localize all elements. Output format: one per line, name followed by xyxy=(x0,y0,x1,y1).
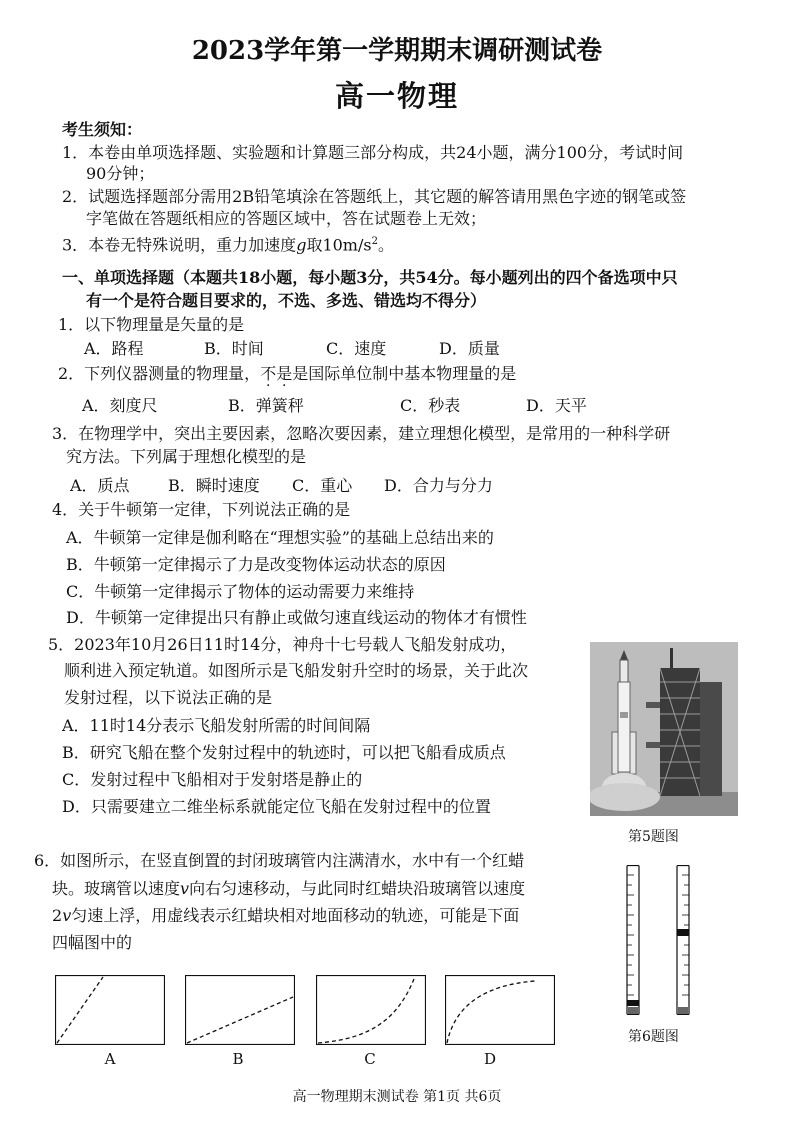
trajectory-graph-c xyxy=(316,975,426,1045)
option: D．牛顿第一定律提出只有静止或做匀速直线运动的物体才有惯性 xyxy=(66,608,527,627)
page-footer: 高一物理期末测试卷 第1页 共6页 xyxy=(292,1089,502,1105)
stem-text: 匀速上浮，用虚线表示红蜡块相对地面移动的轨迹，可能是下面 xyxy=(71,906,520,925)
option: B．研究飞船在整个发射过程中的轨迹时，可以把飞船看成质点 xyxy=(62,743,506,762)
rocket-launch-illustration xyxy=(590,642,738,816)
notice-item: 1．本卷由单项选择题、实验题和计算题三部分构成，共24小题，满分100分，考试时间 xyxy=(62,143,684,162)
notice-item: 2．试题选择题部分需用2B铅笔填涂在答题纸上，其它题的解答请用黑色字迹的钢笔或签 xyxy=(62,187,687,206)
velocity-symbol: v xyxy=(62,906,72,925)
option: D．合力与分力 xyxy=(384,476,493,495)
stem-text: 2．下列仪器测量的物理量， xyxy=(58,364,261,383)
figure-caption: 第6题图 xyxy=(628,1029,679,1045)
question-stem: 四幅图中的 xyxy=(52,933,133,952)
option-row xyxy=(84,339,584,359)
section-heading: 一、单项选择题（本题共18小题，每小题3分，共54分。每小题列出的四个备选项中只 xyxy=(62,268,678,287)
notice-item-text: 取10m/s xyxy=(306,235,372,255)
question-stem xyxy=(58,364,516,384)
question-stem: 4．关于牛顿第一定律，下列说法正确的是 xyxy=(52,500,351,519)
graph-label: A xyxy=(104,1050,116,1068)
option: B．瞬时速度 xyxy=(168,476,260,495)
gravity-symbol: g xyxy=(296,235,307,255)
notice-heading: 考生须知： xyxy=(62,120,143,139)
question-stem: 5．2023年10月26日11时14分，神舟十七号载人飞船发射成功， xyxy=(48,635,517,654)
graph-label: C xyxy=(364,1050,376,1068)
option: C．重心 xyxy=(292,476,353,495)
trajectory-graph-b xyxy=(185,975,295,1045)
question-stem: 发射过程，以下说法正确的是 xyxy=(64,688,273,707)
stem-text: 2 xyxy=(52,906,63,925)
section-heading: 有一个是符合题目要求的，不选、多选、错选均不得分） xyxy=(86,291,487,310)
option-row xyxy=(70,476,570,496)
question-stem xyxy=(52,906,519,926)
glass-tube-left xyxy=(626,865,640,1015)
option: B．时间 xyxy=(204,339,264,358)
option: A．路程 xyxy=(84,339,144,358)
question-stem: 顺利进入预定轨道。如图所示是飞船发射升空时的场景，关于此次 xyxy=(64,661,529,680)
page-title: 2023学年第一学期期末调研测试卷 xyxy=(191,36,603,66)
question-stem: 6．如图所示，在竖直倒置的封闭玻璃管内注满清水，水中有一个红蜡 xyxy=(34,851,525,870)
option: A．质点 xyxy=(70,476,130,495)
notice-item-3 xyxy=(62,232,394,255)
option: B．弹簧秤 xyxy=(228,396,304,415)
option: D．质量 xyxy=(439,339,500,358)
emphasized-text: 是 xyxy=(276,364,293,383)
emphasized-text: 不 xyxy=(260,364,277,383)
graph-label: B xyxy=(232,1050,244,1068)
velocity-symbol: v xyxy=(180,879,190,898)
option: A．11时14分表示飞船发射所需的时间间隔 xyxy=(62,716,371,735)
question-stem xyxy=(52,879,525,899)
option: C．发射过程中飞船相对于发射塔是静止的 xyxy=(62,770,363,789)
option: C．牛顿第一定律揭示了物体的运动需要力来维持 xyxy=(66,582,415,601)
option-row xyxy=(82,396,642,416)
option: A．牛顿第一定律是伽利略在“理想实验”的基础上总结出来的 xyxy=(66,528,494,547)
figure-caption: 第5题图 xyxy=(628,829,679,845)
notice-item-text: 3．本卷无特殊说明，重力加速度 xyxy=(62,235,297,255)
question-stem: 1．以下物理量是矢量的是 xyxy=(58,315,245,334)
option: B．牛顿第一定律揭示了力是改变物体运动状态的原因 xyxy=(66,555,446,574)
notice-item: 90分钟； xyxy=(86,164,155,183)
glass-tube-right xyxy=(676,865,690,1015)
superscript: 2 xyxy=(371,236,378,247)
option: A．刻度尺 xyxy=(82,396,158,415)
rocket-launch-photo xyxy=(590,642,738,816)
stem-text: 块。玻璃管以速度 xyxy=(52,879,181,898)
trajectory-graph-a xyxy=(55,975,165,1045)
notice-item-text: 。 xyxy=(377,235,394,255)
question-stem: 究方法。下列属于理想化模型的是 xyxy=(66,447,307,466)
graph-label: D xyxy=(483,1050,497,1068)
option: C．秒表 xyxy=(400,396,461,415)
page-subtitle: 高一物理 xyxy=(334,79,459,113)
question-stem: 3．在物理学中，突出主要因素，忽略次要因素，建立理想化模型，是常用的一种科学研 xyxy=(52,424,671,443)
option: D．只需要建立二维坐标系就能定位飞船在发射过程中的位置 xyxy=(62,797,491,816)
option: D．天平 xyxy=(526,396,587,415)
trajectory-graph-d xyxy=(445,975,555,1045)
option: C．速度 xyxy=(326,339,387,358)
stem-text: 是国际单位制中基本物理量的是 xyxy=(292,364,517,383)
notice-item: 字笔做在答题纸相应的答题区域中，答在试题卷上无效； xyxy=(86,209,487,228)
stem-text: 向右匀速移动，与此同时红蜡块沿玻璃管以速度 xyxy=(189,879,526,898)
